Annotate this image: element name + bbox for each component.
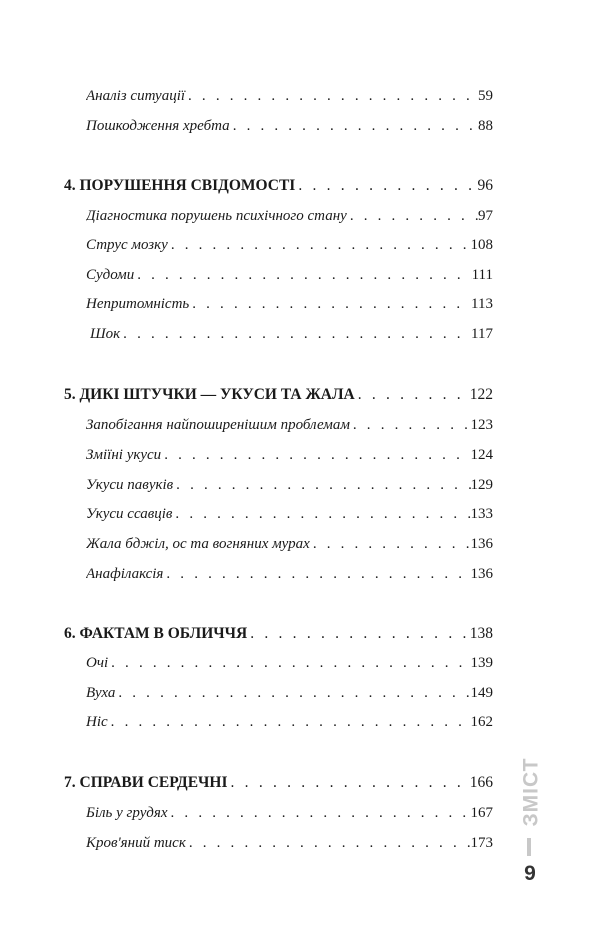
- toc-entry-page: 136: [470, 566, 493, 582]
- toc-entry[interactable]: [86, 476, 493, 494]
- toc-entry-page: 123: [470, 417, 493, 433]
- toc-chapter-page: 96: [477, 177, 493, 194]
- dot-leader: [120, 325, 471, 343]
- toc-entry-page: 133: [470, 506, 493, 522]
- dot-leader: [310, 535, 471, 553]
- toc-entry-page: 113: [471, 296, 493, 312]
- toc-chapter-title: 5. ДИКІ ШТУЧКИ — УКУСИ ТА ЖАЛА: [64, 386, 355, 403]
- toc-entry-page: 167: [470, 805, 493, 821]
- toc-entry[interactable]: [86, 207, 493, 225]
- toc-entry-page: 136: [470, 536, 493, 552]
- toc-chapter-title: 7. СПРАВИ СЕРДЕЧНІ: [64, 774, 228, 791]
- dot-leader: [189, 295, 471, 313]
- toc-entry-title: Аналіз ситуації: [86, 88, 186, 104]
- toc-entry-page: 124: [470, 447, 493, 463]
- toc-entry[interactable]: [86, 87, 493, 105]
- dot-leader: [108, 713, 471, 731]
- toc-chapter-page: 138: [469, 625, 493, 642]
- section-label-vertical: [501, 752, 561, 832]
- toc-entry-page: 97: [478, 208, 493, 224]
- toc-entry-title: Непритомність: [86, 296, 190, 312]
- section-label-text: ЗМІСТ: [519, 757, 542, 827]
- toc-entry-title: Пошкодження хребта: [86, 118, 230, 134]
- dot-leader: [163, 565, 470, 583]
- toc-entry[interactable]: [86, 266, 493, 284]
- dot-leader: [115, 684, 470, 702]
- toc-chapter[interactable]: [64, 774, 493, 792]
- dot-leader: [355, 386, 470, 404]
- toc-entry-title: Струс мозку: [86, 237, 168, 253]
- toc-entry-title: Судоми: [86, 267, 135, 283]
- dot-leader: [350, 416, 471, 434]
- toc-entry-page: 111: [471, 267, 493, 283]
- toc-chapter-title: 6. ФАКТАМ В ОБЛИЧЧЯ: [64, 625, 248, 642]
- toc-entry-title: Укуси павуків: [86, 477, 174, 493]
- toc-entry-title: Кров'яний тиск: [86, 835, 186, 851]
- dot-leader: [247, 625, 470, 643]
- toc-entry-page: 117: [471, 326, 493, 342]
- dot-leader: [172, 505, 470, 523]
- toc-entry-title: Зміїні укуси: [86, 447, 162, 463]
- toc-entry[interactable]: [86, 654, 493, 672]
- toc-entry[interactable]: [86, 505, 493, 523]
- dot-leader: [228, 774, 470, 792]
- toc-chapter-page: 166: [469, 774, 493, 791]
- toc-entry-title: Біль у грудях: [86, 805, 168, 821]
- toc-entry-page: 129: [470, 477, 493, 493]
- toc-entry[interactable]: [86, 416, 493, 434]
- toc-entry-page: 149: [470, 685, 493, 701]
- toc-chapter[interactable]: [64, 625, 493, 643]
- toc-entry[interactable]: [86, 565, 493, 583]
- toc-entry-title: Запобігання найпоширенішим проблемам: [86, 417, 350, 433]
- toc-entry-title: Шок: [90, 326, 121, 342]
- dot-leader: [134, 266, 471, 284]
- toc-chapter-page: 122: [469, 386, 493, 403]
- toc-entry-title: Анафілаксія: [86, 566, 164, 582]
- toc-entry-page: 88: [478, 118, 493, 134]
- toc-entry[interactable]: [86, 804, 493, 822]
- dot-leader: [230, 117, 478, 135]
- toc-entry-title: Жала бджіл, ос та вогняних мурах: [86, 536, 310, 552]
- toc-entry-page: 162: [470, 714, 493, 730]
- toc-chapter-title: 4. ПОРУШЕННЯ СВІДОМОСТІ: [64, 177, 296, 194]
- dot-leader: [185, 87, 478, 105]
- dot-leader: [168, 804, 471, 822]
- toc-entry-page: 59: [478, 88, 493, 104]
- toc-entry-page: 173: [470, 835, 493, 851]
- toc-entry-title: Укуси ссавців: [86, 506, 173, 522]
- toc-entry[interactable]: [86, 535, 493, 553]
- toc-entry[interactable]: [86, 117, 493, 135]
- section-divider: [527, 838, 531, 856]
- toc-entry-page: 108: [470, 237, 493, 253]
- toc-entry[interactable]: [86, 834, 493, 852]
- dot-leader: [186, 834, 471, 852]
- toc-entry[interactable]: [86, 446, 493, 464]
- toc-entry-title: Ніс: [86, 714, 108, 730]
- toc-entry[interactable]: [86, 684, 493, 702]
- dot-leader: [108, 654, 470, 672]
- toc-entry[interactable]: [86, 713, 493, 731]
- toc-chapter[interactable]: [64, 386, 493, 404]
- toc-entry[interactable]: [86, 295, 493, 313]
- page-number: 9: [524, 862, 536, 885]
- dot-leader: [168, 236, 471, 254]
- toc-entry-title: Очі: [86, 655, 109, 671]
- toc-chapter[interactable]: [64, 177, 493, 195]
- dot-leader: [295, 177, 477, 195]
- toc-entry-page: 139: [470, 655, 493, 671]
- toc-entry-title: Вуха: [86, 685, 116, 701]
- toc-entry[interactable]: [90, 325, 493, 343]
- toc-entry-title: Діагностика порушень психічного стану: [86, 208, 347, 224]
- dot-leader: [161, 446, 470, 464]
- dot-leader: [173, 476, 470, 494]
- toc-entry[interactable]: [86, 236, 493, 254]
- dot-leader: [347, 207, 478, 225]
